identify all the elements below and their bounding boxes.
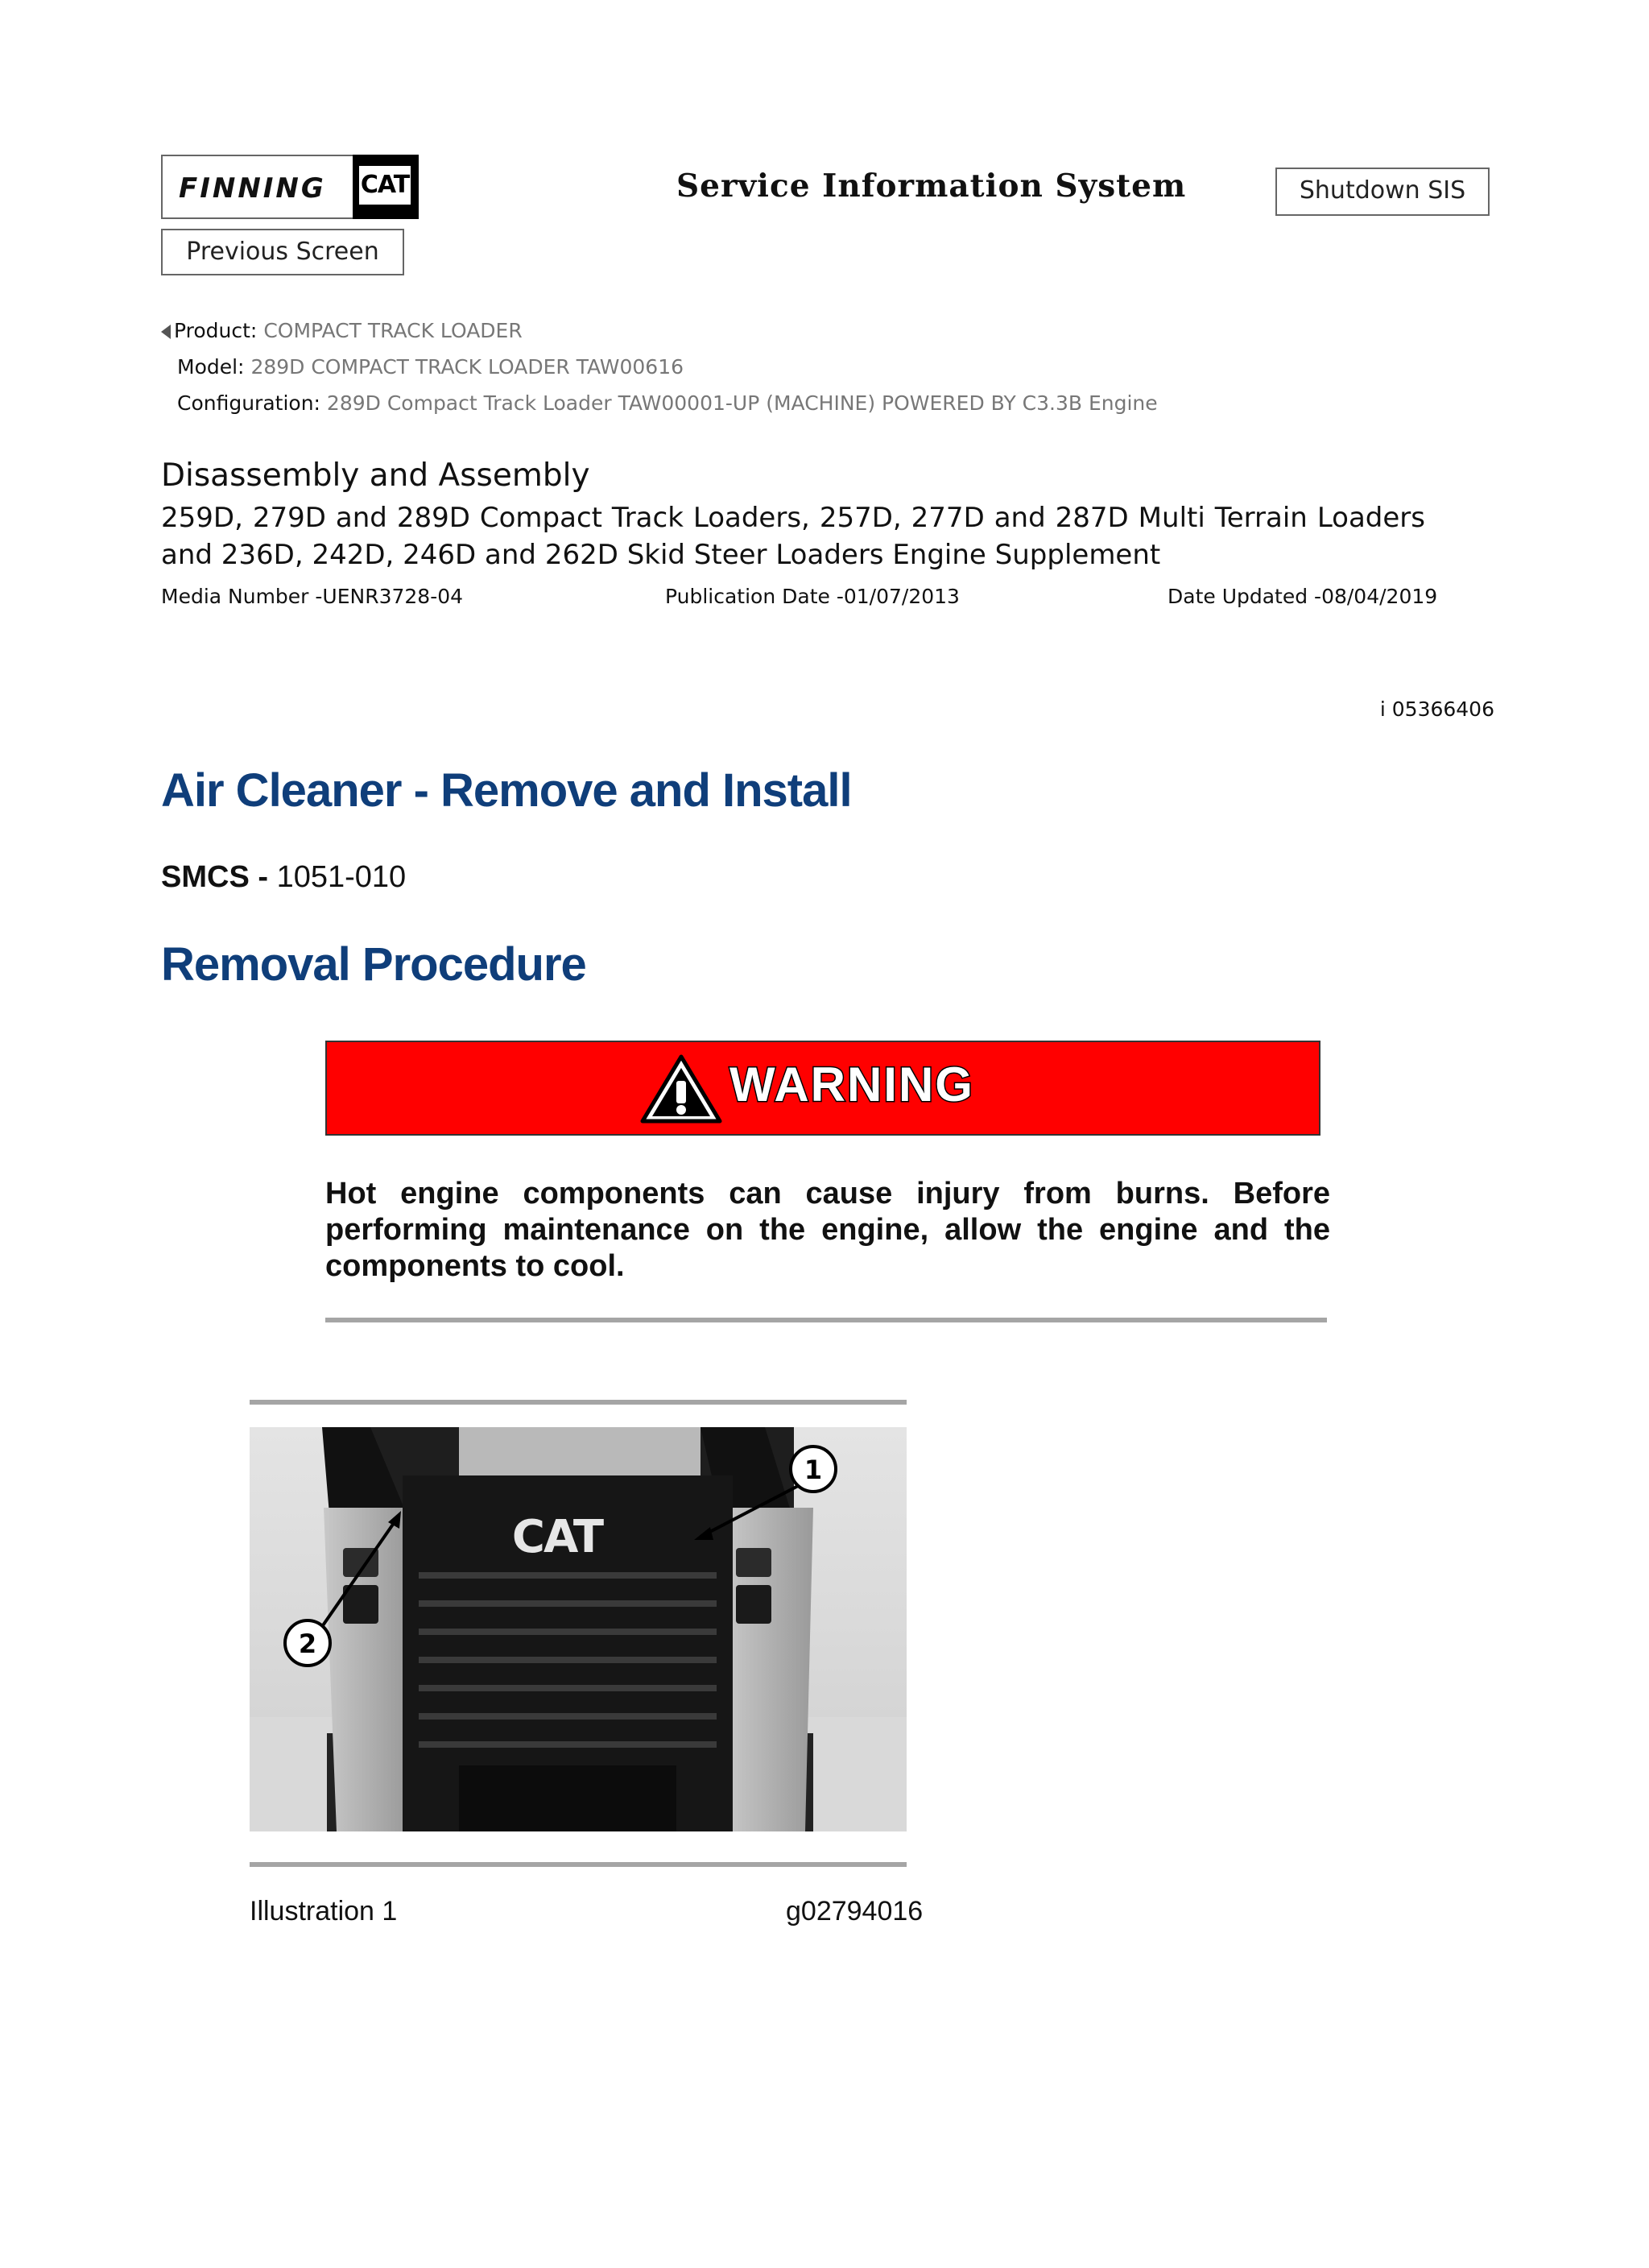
callout-2-label: 2 [298,1629,317,1659]
document-title: 259D, 279D and 289D Compact Track Loaders, 257D, 277D and 287D Multi Terrain Loaders and 236D, 242D, 246D and 262D Skid Steer Loaders Engine Supplement [161,502,1425,571]
warning-triangle-icon [639,1053,723,1124]
finning-logo-text: FINNING [179,172,326,205]
breadcrumb-model [177,355,684,379]
section-heading: Removal Procedure [161,938,586,991]
callout-1-label: 1 [804,1455,823,1485]
info-id: i 05366406 [1379,697,1494,721]
illustration-photo [250,1427,907,1831]
illustration-bottom-rule [250,1862,907,1867]
page-title: Service Information System [676,168,1187,205]
illustration-graphic-id: g02794016 [786,1896,924,1927]
product-label: Product: [174,319,258,342]
previous-screen-button[interactable]: Previous Screen [161,229,404,275]
shutdown-sis-button[interactable]: Shutdown SIS [1275,168,1490,216]
document-type: Disassembly and Assembly [161,457,590,494]
breadcrumb-product[interactable] [161,319,523,342]
smcs-value: 1051-010 [276,860,407,894]
model-label: Model: [177,355,245,379]
article-heading: Air Cleaner - Remove and Install [161,764,852,817]
cat-logo-text: CAT [359,166,411,205]
smcs-code [161,860,406,895]
model-value: 289D COMPACT TRACK LOADER TAW00616 [250,355,684,379]
date-updated: Date Updated -08/04/2019 [1168,585,1438,608]
warning-label: WARNING [729,1057,974,1111]
cat-door-logo: CAT [511,1511,603,1563]
cat-logo [353,155,419,219]
warning-banner [325,1041,1320,1136]
product-value: COMPACT TRACK LOADER [263,319,523,342]
configuration-value: 289D Compact Track Loader TAW00001-UP (MACHINE) POWERED BY C3.3B Engine [326,391,1158,415]
warning-text: Hot engine components can cause injury from burns. Before performing maintenance on the engine, allow the engine and the components to cool. [325,1177,1330,1283]
back-arrow-icon[interactable] [161,325,171,339]
media-number: Media Number -UENR3728-04 [161,585,464,608]
warning-divider [325,1318,1327,1322]
configuration-label: Configuration: [177,391,320,415]
illustration-caption: Illustration 1 [250,1896,398,1927]
publication-date: Publication Date -01/07/2013 [665,585,960,608]
finning-cat-logo [161,155,419,219]
breadcrumb-configuration [177,391,1158,415]
smcs-label: SMCS - [161,860,268,894]
illustration-top-rule [250,1400,907,1405]
